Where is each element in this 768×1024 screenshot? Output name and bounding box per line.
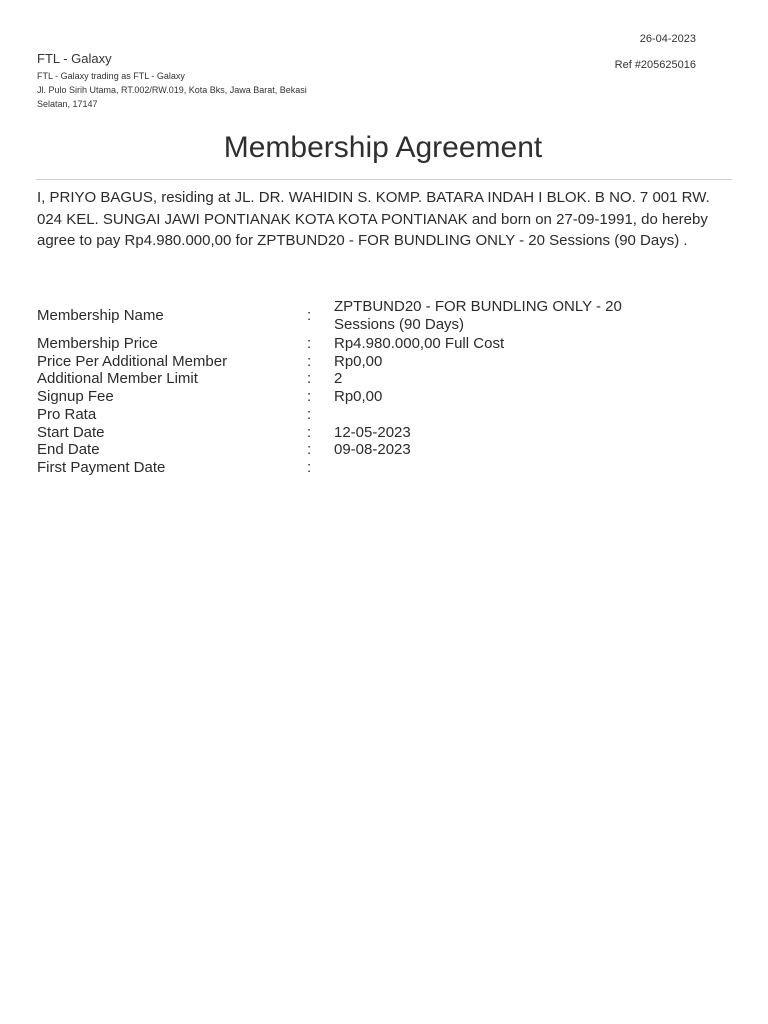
detail-value: Rp4.980.000,00 Full Cost (334, 335, 505, 352)
detail-separator: : (307, 370, 312, 388)
detail-separator: : (307, 335, 312, 352)
detail-label: End Date (37, 441, 100, 459)
detail-label: Price Per Additional Member (37, 352, 228, 370)
detail-separator: : (307, 458, 312, 476)
membership-details-table (37, 297, 732, 477)
title-divider (36, 179, 732, 180)
detail-row-first-payment-date (37, 459, 732, 477)
agreement-statement: I, PRIYO BAGUS, residing at JL. DR. WAHIDIN S. KOMP. BATARA INDAH I BLOK. B NO. 7 001 RW. 024 KEL. SUNGAI JAWI PONTIANAK KOTA KOTA PONTIANAK and born on 27-09-1991, do hereby agree to pay Rp4.980.000,00 for ZPTBUND20 - FOR BUNDLING ONLY - 20 Sessions (90 Days) . (37, 189, 710, 249)
detail-value: 12-05-2023 (334, 423, 411, 441)
document-date: 26-04-2023 (639, 33, 696, 45)
detail-label: Membership Name (37, 307, 164, 324)
detail-label: Additional Member Limit (37, 370, 198, 388)
detail-row-membership-price (37, 335, 732, 353)
detail-label: Signup Fee (37, 388, 114, 406)
detail-label: First Payment Date (37, 458, 166, 476)
company-trading-name: FTL - Galaxy trading as FTL - Galaxy (37, 71, 185, 81)
company-address: Jl. Pulo Sirih Utama, RT.002/RW.019, Kota Bks, Jawa Barat, Bekasi Selatan, 17147 (37, 85, 307, 109)
detail-label: Pro Rata (37, 405, 97, 423)
detail-separator: : (307, 441, 312, 459)
detail-value: 2 (334, 370, 343, 388)
detail-value: ZPTBUND20 - FOR BUNDLING ONLY - 20 Sessions (90 Days) (334, 298, 622, 333)
detail-row-start-date (37, 424, 732, 442)
detail-label: Membership Price (37, 335, 158, 352)
detail-value: Rp0,00 (334, 388, 383, 406)
detail-row-pro-rata (37, 406, 732, 424)
detail-value: Rp0,00 (334, 352, 383, 370)
detail-row-membership-name (37, 297, 732, 335)
detail-row-price-per-additional-member (37, 353, 732, 371)
detail-separator: : (307, 307, 312, 324)
detail-separator: : (307, 423, 312, 441)
detail-row-additional-member-limit (37, 370, 732, 388)
detail-value: 09-08-2023 (334, 441, 411, 459)
detail-separator: : (307, 352, 312, 370)
reference-number: Ref #205625016 (614, 59, 696, 71)
page-title: Membership Agreement (223, 131, 543, 164)
detail-row-end-date (37, 441, 732, 459)
detail-separator: : (307, 405, 312, 423)
company-name: FTL - Galaxy (37, 51, 112, 66)
detail-row-signup-fee (37, 388, 732, 406)
detail-label: Start Date (37, 423, 105, 441)
detail-separator: : (307, 388, 312, 406)
